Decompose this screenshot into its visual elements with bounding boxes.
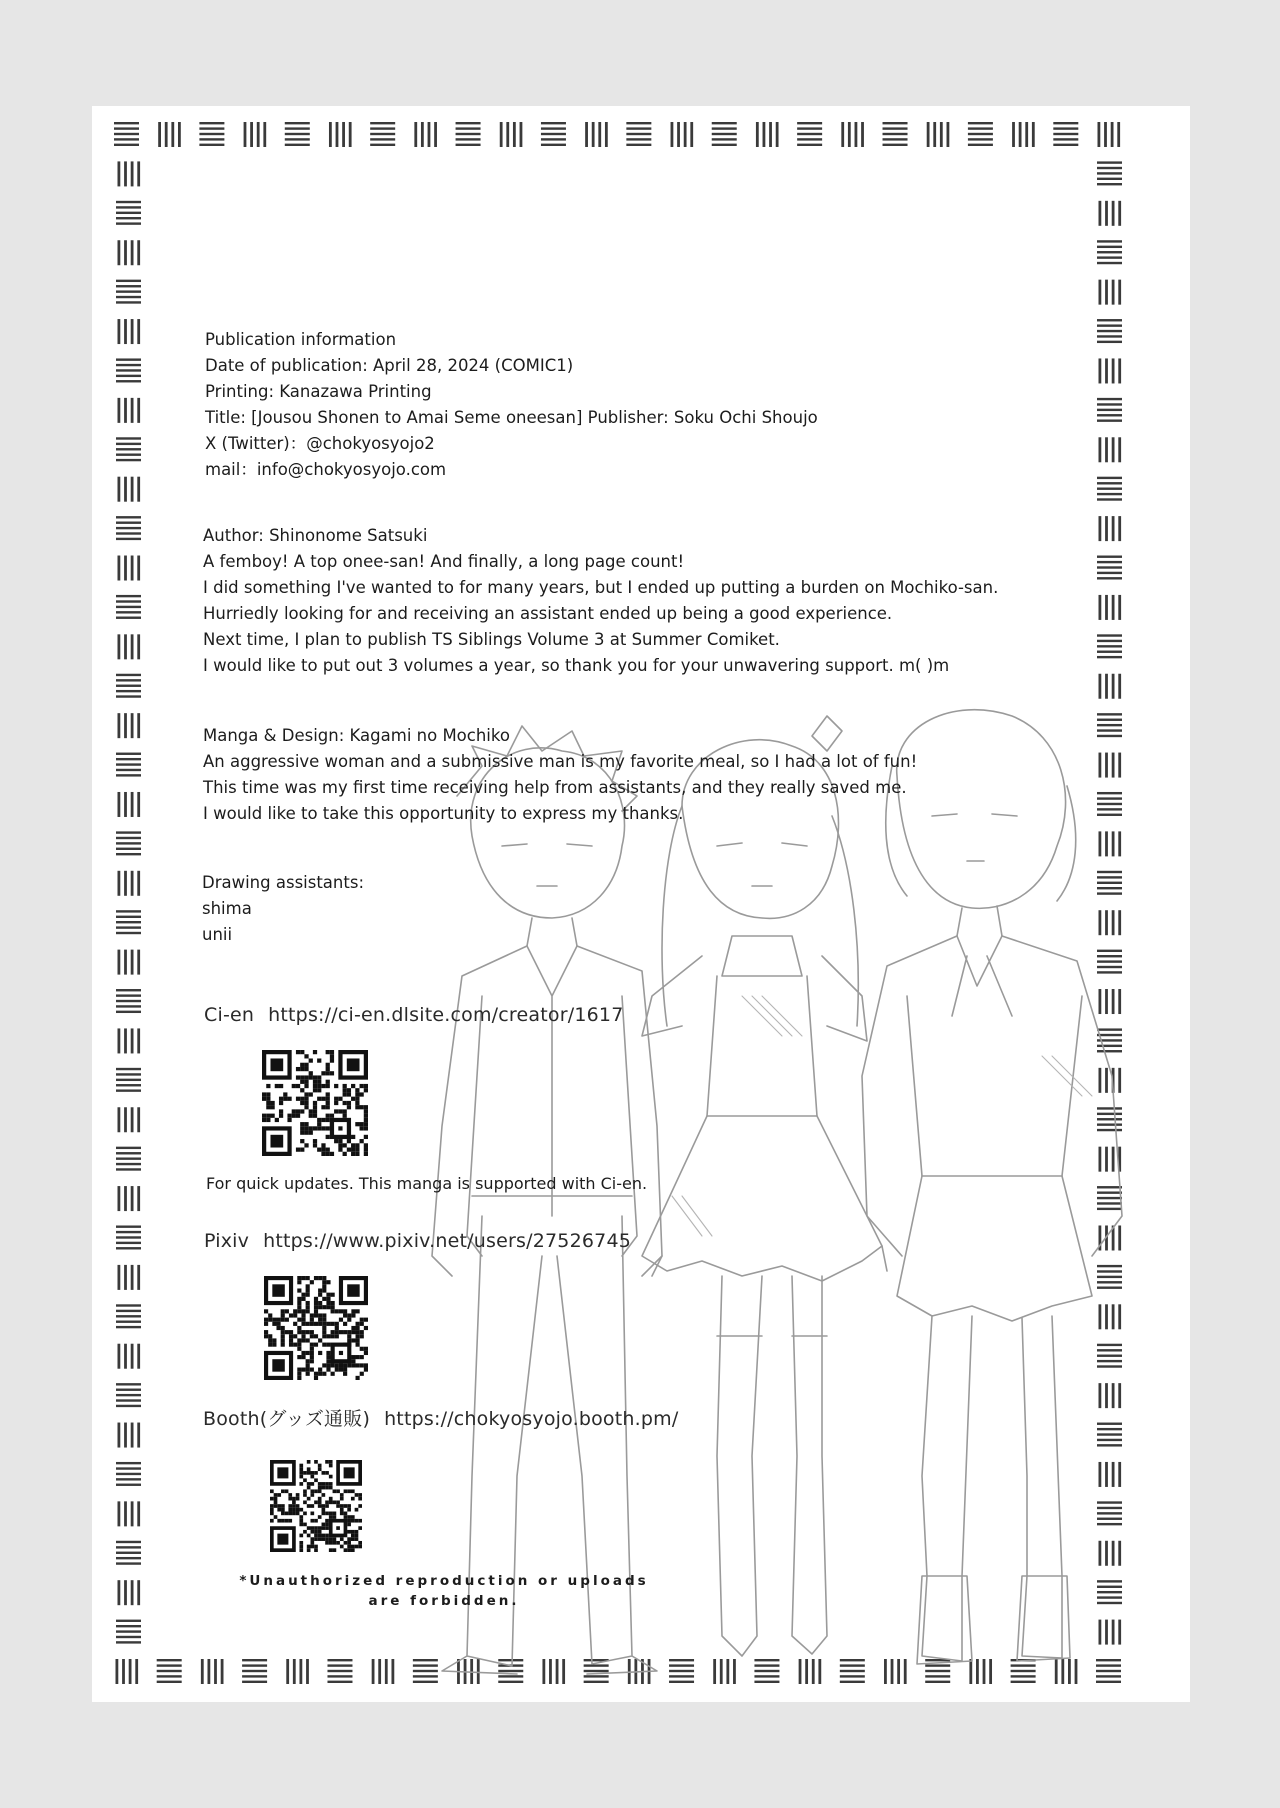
manga-line: I would like to take this opportunity to express my thanks.: [203, 804, 684, 823]
author-line: I would like to put out 3 volumes a year, so thank you for your unwavering support. m( )m: [203, 656, 950, 675]
cien-label: Ci-en: [204, 1004, 255, 1026]
booth-link-line: [203, 1404, 678, 1431]
publication-title: Title: [Jousou Shonen to Amai Seme oneesan] Publisher: Soku Ochi Shoujo: [205, 408, 818, 427]
colophon-page: [92, 106, 1190, 1702]
author-line: A femboy! A top onee-san! And finally, a long page count!: [203, 552, 685, 571]
cien-caption: For quick updates. This manga is supported with Ci-en.: [206, 1174, 648, 1193]
booth-url[interactable]: https://chokyosyojo.booth.pm/: [384, 1408, 679, 1430]
author-block: [203, 523, 998, 679]
sketch-girl-right: [862, 710, 1122, 1664]
manga-line: This time was my first time receiving help from assistants, and they really saved me.: [203, 778, 907, 797]
sketch-girl-middle: [642, 716, 887, 1656]
manga-design-block: [203, 723, 917, 827]
assistants-heading: Drawing assistants:: [202, 873, 365, 892]
sketch-boy: [432, 726, 662, 1674]
qr-code-icon[interactable]: [262, 1050, 368, 1156]
publication-info-block: [205, 327, 818, 483]
booth-label: Booth(グッズ通販): [203, 1408, 371, 1430]
qr-code-icon[interactable]: [270, 1460, 362, 1552]
pixiv-url[interactable]: https://www.pixiv.net/users/27526745: [263, 1230, 632, 1252]
publication-heading: Publication information: [205, 330, 397, 349]
assistant-name: shima: [202, 899, 252, 918]
cien-link-line: [204, 1004, 624, 1026]
character-sketch-illustration: [322, 696, 1172, 1696]
twitter-handle: X (Twitter)：@chokyosyojo2: [205, 434, 435, 453]
reproduction-notice: *Unauthorized reproduction or uploads are forbidden.: [239, 1573, 649, 1609]
publication-printing: Printing: Kanazawa Printing: [205, 382, 432, 401]
pixiv-label: Pixiv: [204, 1230, 250, 1252]
qr-code-icon[interactable]: [264, 1276, 368, 1380]
contact-mail: mail：info@chokyosyojo.com: [205, 460, 447, 479]
author-line: I did something I've wanted to for many years, but I ended up putting a burden on Mochiko-san.: [203, 578, 999, 597]
manga-heading: Manga & Design: Kagami no Mochiko: [203, 726, 510, 745]
cien-url[interactable]: https://ci-en.dlsite.com/creator/1617: [268, 1004, 624, 1026]
pixiv-link-line: [204, 1230, 631, 1252]
author-line: Hurriedly looking for and receiving an assistant ended up being a good experience.: [203, 604, 893, 623]
publication-date: Date of publication: April 28, 2024 (COMIC1): [205, 356, 574, 375]
author-line: Next time, I plan to publish TS Siblings Volume 3 at Summer Comiket.: [203, 630, 780, 649]
assistants-block: [202, 870, 364, 948]
author-heading: Author: Shinonome Satsuki: [203, 526, 428, 545]
assistant-name: unii: [202, 925, 233, 944]
manga-line: An aggressive woman and a submissive man is my favorite meal, so I had a lot of fun!: [203, 752, 918, 771]
